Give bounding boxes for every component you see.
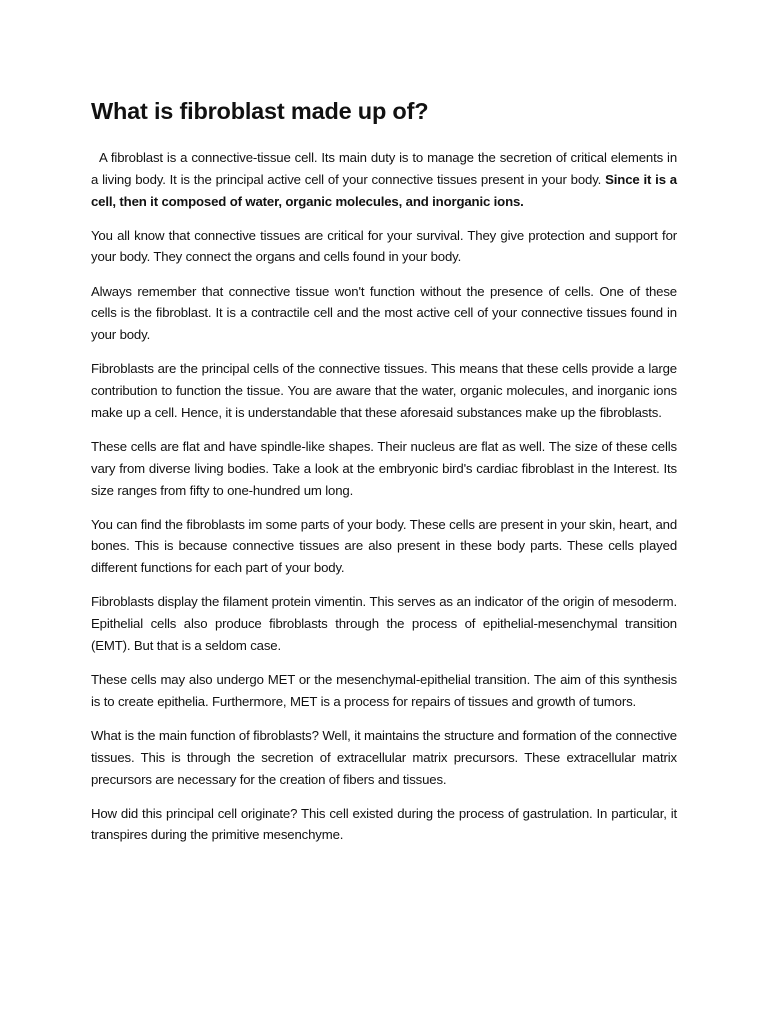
paragraph-shape-size: These cells are flat and have spindle-like shapes. Their nucleus are flat as well. The size of these cells vary from diverse living bodies. Take a look at the embryonic bird's cardiac fibroblast in the Interest. Its size ranges from fifty to one-hundred um long.	[91, 438, 677, 498]
paragraph-origin: How did this principal cell originate? This cell existed during the process of gastrulation. In particular, it transpires during the primitive mesenchyme.	[91, 805, 677, 843]
paragraph-met: These cells may also undergo MET or the mesenchymal-epithelial transition. The aim of this synthesis is to create epithelia. Furthermore, MET is a process for repairs of tissues and growth of tumors.	[91, 672, 677, 709]
paragraph-principal-cells: Fibroblasts are the principal cells of the connective tissues. This means that these cells provide a large contribution to function the tissue. You are aware that the water, organic molecules, and inorganic ions make up a cell. Hence, it is understandable that these aforesaid substances make up the fibroblasts.	[91, 361, 677, 420]
paragraph-contractile-cell: Always remember that connective tissue won't function without the presence of cells. One of these cells is the fibroblast. It is a contractile cell and the most active cell of your connective tissues found in your body.	[91, 283, 677, 343]
paragraph-body-locations: You can find the fibroblasts im some parts of your body. These cells are present in your skin, heart, and bones. This is because connective tissues are also present in these body parts. These cells played different functions for each part of your body.	[91, 516, 677, 576]
document-title: What is fibroblast made up of?	[91, 98, 429, 124]
paragraph-vimentin: Fibroblasts display the filament protein vimentin. This serves as an indicator of the origin of mesoderm. Epithelial cells also produce fibroblasts through the process of epithelial-mesenchymal transition (EMT). But that is a seldom case.	[91, 594, 677, 653]
intro-lead-text: A fibroblast is a connective-tissue cell. Its main duty is to manage the secretion of critical elements in a living body. It is the principal active cell of your connective tissues present in your body.	[91, 150, 677, 187]
paragraph-survival: You all know that connective tissues are critical for your survival. They give protection and support for your body. They connect the organs and cells found in your body.	[91, 227, 677, 265]
document-page	[91, 92, 677, 858]
intro-bold-text: Since it is a cell, then it composed of water, organic molecules, and inorganic ions.	[91, 171, 677, 209]
intro-paragraph	[91, 147, 677, 212]
paragraph-main-function: What is the main function of fibroblasts? Well, it maintains the structure and formation of the connective tissues. This is through the secretion of extracellular matrix precursors. These extracellular matrix precursors are necessary for the creation of fibers and tissues.	[91, 727, 677, 787]
